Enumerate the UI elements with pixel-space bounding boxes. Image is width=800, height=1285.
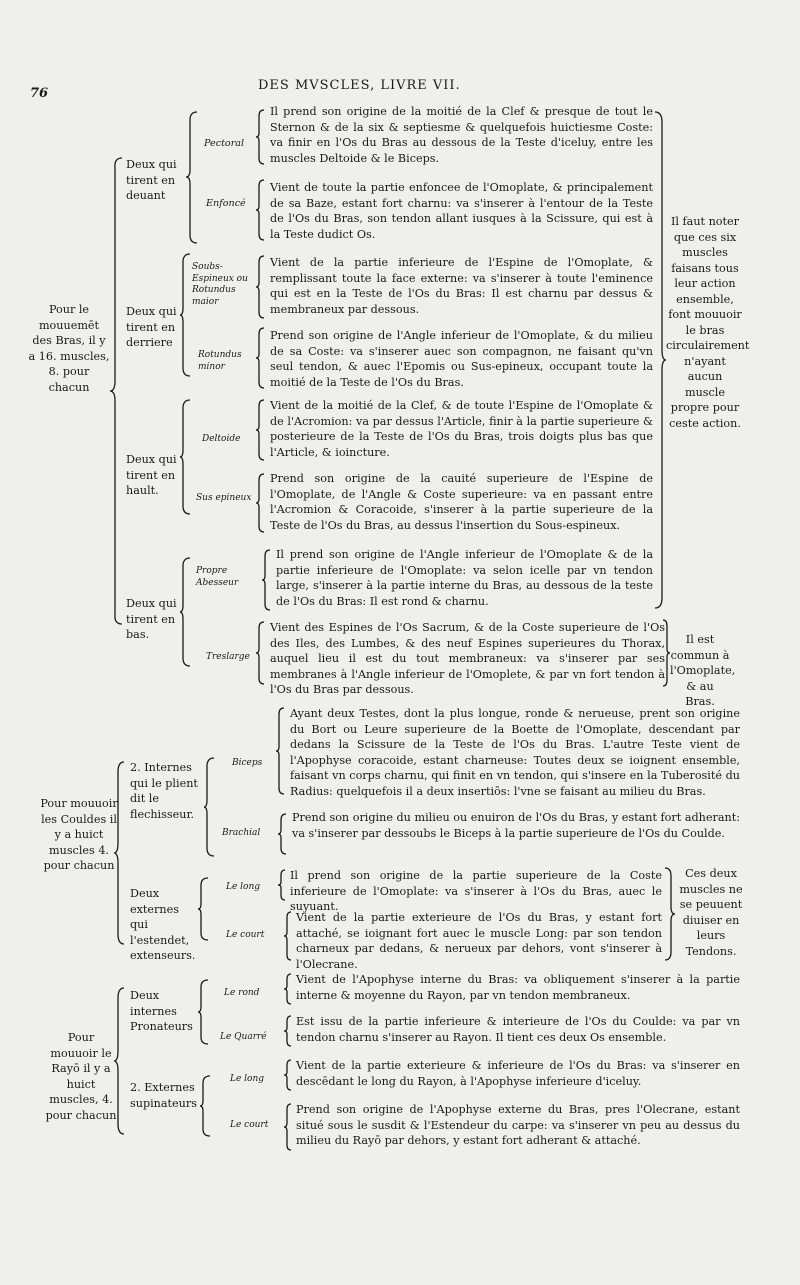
group-bas: Deux qui tirent en bas. bbox=[126, 597, 177, 641]
coulde-main-brace bbox=[114, 760, 126, 946]
brace-biceps bbox=[276, 706, 286, 796]
muscle-deltoide-text: Vient de la moitié de la Clef, & de toute l'Espine de l'Omoplate & de l'Acromion: va par dessus l'Article, finir à la partie superieure & posterieure de la Teste de l'Os du Bras, trois doigts plus bas que l'Article, & ioincture. bbox=[270, 399, 653, 459]
brace-rotundus bbox=[256, 326, 266, 390]
muscle-sousespineux-name: Soubs-Espineux ou Rotundus maior bbox=[192, 262, 248, 307]
brace-deltoide bbox=[256, 398, 266, 462]
brace-susepineux bbox=[256, 472, 266, 534]
muscle-sousespineux-text: Vient de la partie inferieure de l'Espine de l'Omoplate, & remplissant toute la face externe: va s'inserer à toute l'eminence qui est en la Teste de l'Os du Bras: Il est charnu par dessus & membraneux par dessous. bbox=[270, 256, 653, 316]
page-number: 76 bbox=[30, 86, 49, 101]
group-hault: Deux qui tirent en hault. bbox=[126, 453, 177, 497]
coulde-section-title: Pour mouuoir les Couldes il y a huict muscles 4. pour chacun bbox=[40, 797, 118, 872]
brace-coulde-court bbox=[284, 910, 292, 962]
brace-treslarge bbox=[256, 620, 266, 686]
muscle-brachial-text: Prend son origine du milieu ou enuiron de l'Os du Bras, y estant fort adherant: va s'inserer par dessoubs le Biceps à la partie superieure de l'Os du Coulde. bbox=[292, 811, 740, 840]
muscle-rayon-long-text: Vient de la partie exterieure & inferieure de l'Os du Bras: va s'inserer en descēdant le long du Rayon, à l'Apophyse inferieure d'iceluy. bbox=[296, 1059, 740, 1088]
note-circulaire: Il faut noter que ces six muscles faisans tous leur action ensemble, font mouuoir le bras circulairement n'ayant aucun muscle propre pour ceste action. bbox=[666, 215, 750, 430]
muscle-propre-text: Il prend son origine de l'Angle inferieur de l'Omoplate & de la partie inferieure de l'Omoplate: va selon icelle par vn tendon large, s'inserer à la partie interne du Bras, au dessous de la teste de l'Os du Bras: Il est rond & charnu. bbox=[276, 548, 653, 608]
group-derriere: Deux qui tirent en derriere bbox=[126, 305, 177, 349]
group-devant: Deux qui tirent en deuant bbox=[126, 158, 177, 202]
brace-coulde-note bbox=[664, 866, 676, 962]
brace-derriere bbox=[180, 252, 192, 378]
muscle-treslarge-name: Treslarge bbox=[206, 652, 250, 662]
muscle-coulde-long-name: Le long bbox=[226, 882, 261, 892]
brace-pronateurs bbox=[198, 978, 210, 1046]
group-externes: Deux externes qui l'estendet, extenseurs. bbox=[130, 887, 196, 962]
muscle-enfonce-text: Vient de toute la partie enfoncee de l'Omoplate, & principalement de sa Baze, estant fort charnu: va s'inserer à l'entour de la Teste de l'Os du Bras, son tendon allant iusques à la Scissure, qui est à la Teste dudict Os. bbox=[270, 181, 653, 241]
brace-rond bbox=[284, 972, 292, 1006]
brace-propre bbox=[262, 548, 272, 612]
brace-rayon-long bbox=[284, 1058, 292, 1092]
muscle-susepineux-text: Prend son origine de la cauité superieure de l'Espine de l'Omoplate, de l'Angle & Coste superieure: va en passant entre l'Acromion & Coracoide, s'inserer à la partie superieure de la Teste de l'Os du Bras, au dessus l'insertion du Sous-espineux. bbox=[270, 472, 653, 532]
muscle-enfonce-name: Enfoncé bbox=[206, 198, 246, 209]
muscle-rayon-long-name: Le long bbox=[230, 1074, 265, 1084]
rayon-section-title: Pour mouuoir le Rayō il y a huict muscles, 4. pour chacun bbox=[45, 1031, 117, 1122]
muscle-susepineux-name: Sus epineux bbox=[196, 493, 252, 503]
group-supinateurs: 2. Externes supinateurs bbox=[130, 1081, 197, 1110]
bras-main-brace bbox=[110, 156, 126, 626]
brace-coulde-long bbox=[278, 868, 286, 902]
brace-rayon-court bbox=[284, 1102, 292, 1152]
muscle-quarre-name: Le Quarré bbox=[220, 1032, 267, 1042]
brace-devant bbox=[186, 110, 200, 245]
brace-sousespineux bbox=[256, 254, 266, 320]
muscle-biceps-text: Ayant deux Testes, dont la plus longue, ronde & nerueuse, prent son origine du Bort ou Leure superieure de la Boette de l'Omoplate, descendant par dedans la Scissure de la Teste de l'Os du Bras. L'autre Teste vient de l'Apophyse coracoide, estant charneuse: Toutes deux se ioignent ensemble, faisant vn corps charnu, qui finit en vn tendon, qui s'insere en la Tuberosité du Radius: quelquefois il a deux insertiōs: l'vne se faisant au milieu du Bras. bbox=[290, 707, 740, 798]
brace-supinateurs bbox=[200, 1074, 212, 1138]
bras-section-title: Pour le mouuemēt des Bras, il y a 16. muscles, 8. pour chacun bbox=[28, 303, 110, 394]
rayon-main-brace bbox=[114, 986, 126, 1136]
muscle-treslarge-text: Vient des Espines de l'Os Sacrum, & de la Coste superieure de l'Os des Iles, des Lumbes, & des neuf Espines superieures du Thorax, auquel lieu il est du tout membraneux: va s'inserer par ses membranes à l'Angle inferieur de l'Omoplete, & par vn fort tendon à l'Os du Bras par dessous. bbox=[270, 621, 665, 696]
brace-quarre bbox=[284, 1014, 292, 1048]
brace-externes bbox=[198, 876, 210, 942]
running-title: DES MVSCLES, LIVRE VII. bbox=[258, 78, 461, 93]
muscle-rotundus-name: Rotundus minor bbox=[198, 350, 242, 372]
muscle-rond-name: Le rond bbox=[224, 988, 260, 998]
muscle-coulde-court-name: Le court bbox=[226, 930, 265, 940]
brace-brachial bbox=[278, 812, 288, 856]
muscle-quarre-text: Est issu de la partie inferieure & interieure de l'Os du Coulde: va par vn tendon charnu s'inserer au Rayon. Il tient ces deux Os ensemble. bbox=[296, 1015, 740, 1044]
muscle-coulde-court-text: Vient de la partie exterieure de l'Os du Bras, y estant fort attaché, se ioignant fort auec le muscle Long: par son tendon charneux par dedans, & nerueux par dehors, vont s'inserer à l'Olecrane. bbox=[296, 911, 662, 971]
brace-hault bbox=[180, 398, 192, 516]
muscle-biceps-name: Biceps bbox=[232, 758, 263, 768]
muscle-coulde-long-text: Il prend son origine de la partie superieure de la Coste inferieure de l'Omoplate: va s'inserer à l'Os du Bras, auec le suyuant. bbox=[290, 869, 662, 913]
brace-bas bbox=[180, 556, 192, 668]
muscle-brachial-name: Brachial bbox=[222, 828, 261, 838]
group-pronateurs: Deux internes Pronateurs bbox=[130, 989, 193, 1033]
brace-pectoral bbox=[256, 108, 266, 166]
brace-note1 bbox=[654, 110, 666, 610]
muscle-rotundus-text: Prend son origine de l'Angle inferieur de l'Omoplate, & du milieu de sa Coste: va s'inserer auec son compagnon, ne faisant qu'vn seul tendon, & auec l'Epomis ou Sus-epineux, occupant toute la moitié de la Teste de l'Os du Bras. bbox=[270, 329, 653, 389]
muscle-pectoral-text: Il prend son origine de la moitié de la Clef & presque de tout le Sternon & de la six & septiesme & quelquefois huictiesme Coste: va finir en l'Os du Bras au dessous de la Teste d'iceluy, entre les muscles Deltoide & le Biceps. bbox=[270, 105, 653, 165]
brace-enfonce bbox=[256, 178, 266, 242]
group-internes: 2. Internes qui le plient dit le flechisseur. bbox=[130, 761, 198, 821]
brace-internes bbox=[204, 756, 216, 858]
muscle-pectoral-name: Pectoral bbox=[204, 138, 245, 149]
muscle-rayon-court-name: Le court bbox=[230, 1120, 269, 1130]
note-tendons: Ces deux muscles ne se peuuent diuiser en leurs Tendons. bbox=[679, 867, 743, 958]
muscle-rond-text: Vient de l'Apophyse interne du Bras: va obliquement s'inserer à la partie interne & moyenne du Rayon, par vn tendon membraneux. bbox=[296, 973, 740, 1002]
brace-note2 bbox=[662, 618, 670, 688]
muscle-rayon-court-text: Prend son origine de l'Apophyse externe du Bras, pres l'Olecrane, estant situé sous le susdit & l'Estendeur du carpe: va s'inserer vn peu au dessus du milieu du Rayō par dehors, y estant fort adherant & attaché. bbox=[296, 1103, 740, 1147]
note-commun: Il est commun à l'Omoplate, & au Bras. bbox=[670, 633, 736, 708]
muscle-deltoide-name: Deltoide bbox=[202, 434, 241, 444]
muscle-propre-name: Propre Abesseur bbox=[196, 566, 239, 588]
